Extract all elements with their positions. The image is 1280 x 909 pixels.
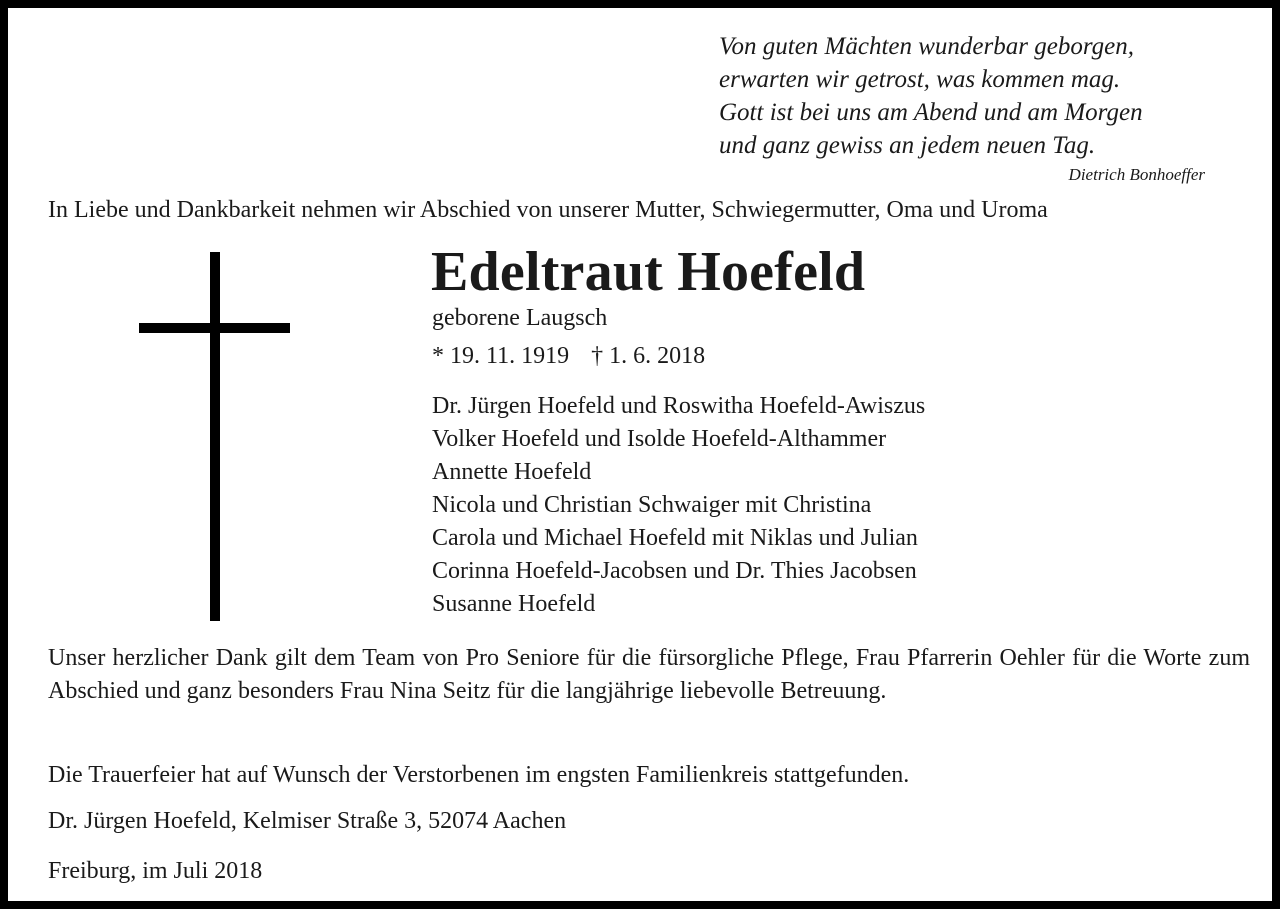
family-member: Volker Hoefeld und Isolde Hoefeld-Althammer [432,426,887,452]
family-member: Dr. Jürgen Hoefeld und Roswitha Hoefeld-Awiszus [432,393,926,419]
family-list [432,390,925,621]
birth-date: * 19. 11. 1919 [432,343,570,369]
cross-vertical-bar [210,252,220,621]
quote-author: Dietrich Bonhoeffer [1068,165,1205,184]
funeral-note: Die Trauerfeier hat auf Wunsch der Verstorbenen im engsten Familienkreis stattgefunden. [48,762,910,788]
family-member: Corinna Hoefeld-Jacobsen und Dr. Thies Jacobsen [432,558,917,584]
quote-line: und ganz gewiss an jedem neuen Tag. [719,132,1096,159]
quote-line: Gott ist bei uns am Abend und am Morgen [719,99,1143,126]
thanks-paragraph: Unser herzlicher Dank gilt dem Team von Pro Seniore für die fürsorgliche Pflege, Frau Pfarrerin Oehler für die Worte zum Abschied und ganz besonders Frau Nina Seitz für die langjährige liebevolle Betreuung. [48,645,1250,704]
family-member: Annette Hoefeld [432,459,592,485]
cross-icon [139,252,290,621]
death-date: † 1. 6. 2018 [591,343,706,369]
life-dates [432,340,705,372]
deceased-name: Edeltraut Hoefeld [431,241,866,303]
cross-horizontal-bar [139,323,290,333]
quote-line: Von guten Mächten wunderbar geborgen, [719,33,1134,60]
born-name: geborene Laugsch [432,305,608,331]
family-member: Carola und Michael Hoefeld mit Niklas und Julian [432,525,918,551]
place-and-date: Freiburg, im Juli 2018 [48,858,263,884]
intro-text: In Liebe und Dankbarkeit nehmen wir Abschied von unserer Mutter, Schwiegermutter, Oma und Uroma [48,197,1048,223]
contact-address: Dr. Jürgen Hoefeld, Kelmiser Straße 3, 52074 Aachen [48,808,567,834]
family-member: Nicola und Christian Schwaiger mit Christina [432,492,872,518]
quote-line: erwarten wir getrost, was kommen mag. [719,66,1121,93]
quote [719,30,1219,162]
family-member: Susanne Hoefeld [432,591,596,617]
